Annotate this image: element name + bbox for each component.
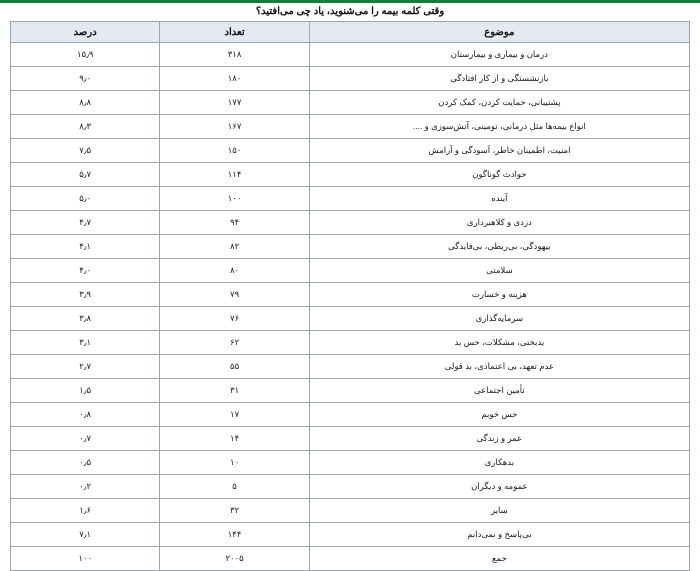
cell-count: ۱۸۰ (160, 67, 309, 91)
cell-subject: سرمایه‌گذاری (309, 307, 689, 331)
cell-count: ۱۱۴ (160, 163, 309, 187)
cell-percent: ۷٫۵ (11, 139, 160, 163)
cell-percent: ۰٫۸ (11, 403, 160, 427)
cell-percent: ۲٫۷ (11, 355, 160, 379)
table-row (11, 283, 690, 307)
cell-count: ۳۲ (160, 499, 309, 523)
table-row (11, 211, 690, 235)
cell-subject: آینده (309, 187, 689, 211)
table-row (11, 475, 690, 499)
cell-percent: ۴٫۰ (11, 259, 160, 283)
cell-percent: ۰٫۵ (11, 451, 160, 475)
cell-count: ۱۰۰ (160, 187, 309, 211)
cell-count: ۱۰ (160, 451, 309, 475)
title-bar (0, 3, 700, 20)
cell-subject: هزینه و خسارت (309, 283, 689, 307)
table-row (11, 139, 690, 163)
cell-subject: بدبختی، مشکلات، حس بد (309, 331, 689, 355)
table-body (11, 43, 690, 571)
table-header (11, 22, 690, 43)
cell-percent: ۱٫۶ (11, 499, 160, 523)
table-row (11, 451, 690, 475)
table-row (11, 427, 690, 451)
table-container (10, 21, 690, 563)
cell-subject: امنیت، اطمینان خاطر، آسودگی و آرامش (309, 139, 689, 163)
survey-results-table (10, 21, 690, 571)
cell-subject: عدم تعهد، بی اعتمادی، بد قولی (309, 355, 689, 379)
page-title: وقتی کلمه بیمه را می‌شنوید، یاد چی می‌افتید؟ (255, 5, 445, 17)
cell-percent: ۳٫۸ (11, 307, 160, 331)
cell-count: ۲۰۰۵ (160, 547, 309, 571)
cell-percent: ۷٫۱ (11, 523, 160, 547)
cell-percent: ۴٫۱ (11, 235, 160, 259)
cell-percent: ۸٫۳ (11, 115, 160, 139)
table-row (11, 91, 690, 115)
table-header-row (11, 22, 690, 43)
cell-count: ۹۴ (160, 211, 309, 235)
cell-percent: ۵٫۷ (11, 163, 160, 187)
table-row (11, 307, 690, 331)
table-row (11, 259, 690, 283)
cell-percent: ۰٫۷ (11, 427, 160, 451)
table-row (11, 547, 690, 571)
cell-percent: ۰٫۲ (11, 475, 160, 499)
cell-subject: پشتیبانی، حمایت کردن، کمک کردن (309, 91, 689, 115)
cell-subject: بازنشستگی و از کار افتادگی (309, 67, 689, 91)
cell-subject: تأمین اجتماعی (309, 379, 689, 403)
cell-percent: ۴٫۷ (11, 211, 160, 235)
cell-percent: ۹٫۰ (11, 67, 160, 91)
cell-count: ۷۶ (160, 307, 309, 331)
cell-subject: انواع بیمه‌ها مثل درمانی، تومینی، آتش‌سوزی و .... (309, 115, 689, 139)
cell-count: ۳۱۸ (160, 43, 309, 67)
table-row (11, 43, 690, 67)
cell-percent: ۸٫۸ (11, 91, 160, 115)
cell-count: ۶۲ (160, 331, 309, 355)
table-row (11, 235, 690, 259)
cell-count: ۱۴۴ (160, 523, 309, 547)
cell-subject: دزدی و کلاهبرداری (309, 211, 689, 235)
cell-subject: جمع (309, 547, 689, 571)
cell-count: ۱۶۷ (160, 115, 309, 139)
cell-count: ۱۷ (160, 403, 309, 427)
cell-subject: بدهکاری (309, 451, 689, 475)
cell-subject: سایر (309, 499, 689, 523)
cell-percent: ۱٫۵ (11, 379, 160, 403)
table-row (11, 115, 690, 139)
column-header-count: تعداد (160, 22, 309, 43)
cell-subject: بیهودگی، بی‌ربطی، بی‌فایدگی (309, 235, 689, 259)
table-row (11, 163, 690, 187)
cell-subject: سلامتی (309, 259, 689, 283)
cell-subject: عمر و زندگی (309, 427, 689, 451)
column-header-subject: موضوع (309, 22, 689, 43)
cell-count: ۳۱ (160, 379, 309, 403)
cell-count: ۱۷۷ (160, 91, 309, 115)
cell-count: ۱۵۰ (160, 139, 309, 163)
cell-count: ۵۵ (160, 355, 309, 379)
cell-percent: ۵٫۰ (11, 187, 160, 211)
cell-subject: درمان و بیماری و بیمارستان (309, 43, 689, 67)
cell-subject: عمومه و دیگران (309, 475, 689, 499)
cell-subject: بی‌پاسخ و نمی‌دانم (309, 523, 689, 547)
cell-count: ۵ (160, 475, 309, 499)
cell-percent: ۱۰۰ (11, 547, 160, 571)
cell-subject: حس خوبم (309, 403, 689, 427)
table-row (11, 523, 690, 547)
table-row (11, 403, 690, 427)
cell-percent: ۳٫۹ (11, 283, 160, 307)
table-row (11, 499, 690, 523)
cell-subject: حوادث گوناگون (309, 163, 689, 187)
cell-count: ۷۹ (160, 283, 309, 307)
table-row (11, 379, 690, 403)
cell-count: ۱۴ (160, 427, 309, 451)
table-row (11, 187, 690, 211)
cell-percent: ۱۵٫۹ (11, 43, 160, 67)
table-row (11, 355, 690, 379)
table-row (11, 331, 690, 355)
cell-count: ۸۰ (160, 259, 309, 283)
column-header-percent: درصد (11, 22, 160, 43)
table-row (11, 67, 690, 91)
cell-count: ۸۲ (160, 235, 309, 259)
cell-percent: ۳٫۱ (11, 331, 160, 355)
